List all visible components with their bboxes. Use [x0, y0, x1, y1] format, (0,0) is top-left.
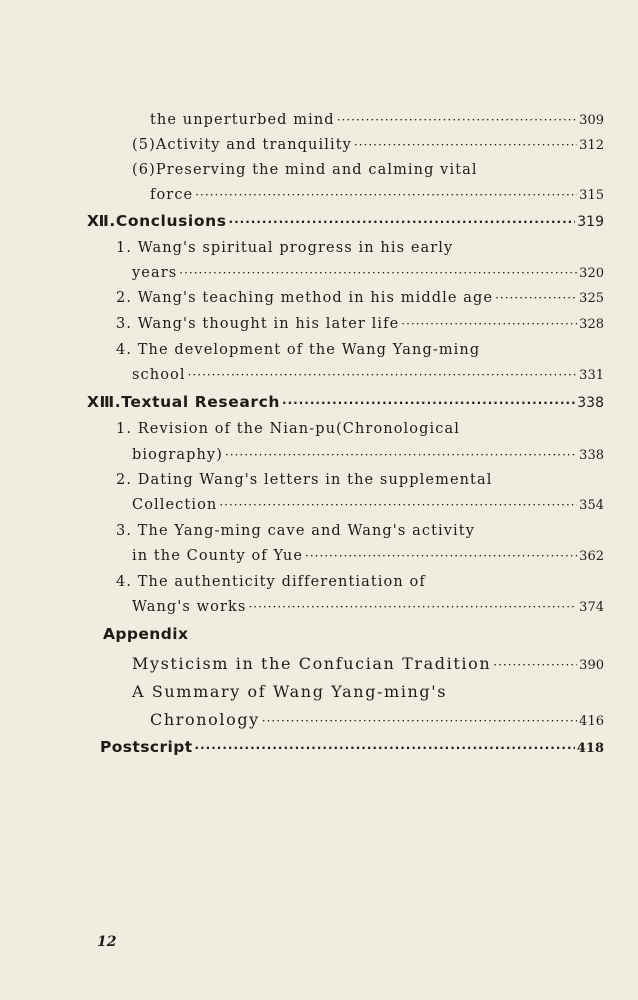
toc-entry-label: school	[132, 367, 186, 383]
toc-entry-label: 1. Wang's spiritual progress in his early	[116, 240, 454, 256]
dot-leader	[282, 396, 575, 410]
toc-entry	[132, 548, 604, 564]
toc-page-number: 354	[579, 498, 604, 513]
toc-page-number: 320	[579, 266, 604, 281]
toc-entry-label: Wang's works	[132, 599, 247, 615]
dot-leader	[305, 549, 577, 563]
toc-entry-label: ⅩⅢ.Textual Research	[87, 393, 281, 411]
toc-entry	[132, 447, 604, 463]
toc-entry-label: 4. The authenticity differentiation of	[116, 574, 426, 590]
toc-entry	[116, 316, 604, 332]
toc-entry-label: A Summary of Wang Yang-ming's	[132, 682, 448, 701]
toc-entry-label: in the County of Yue	[132, 548, 304, 564]
toc-page-number: 418	[576, 741, 604, 756]
toc-entry	[116, 472, 604, 488]
toc-entry	[132, 137, 604, 153]
toc-entry	[132, 654, 604, 673]
dot-leader	[195, 188, 577, 202]
toc-entry	[116, 342, 604, 358]
page-folio-number: 12	[97, 934, 117, 950]
toc-entry-label: 3. The Yang-ming cave and Wang's activity	[116, 523, 476, 539]
toc-page-number: 325	[579, 291, 604, 306]
toc-page-number: 328	[579, 317, 604, 332]
toc-entry-label: 2. Wang's teaching method in his middle age	[116, 290, 494, 306]
toc-entry-label: Chronology	[150, 710, 260, 729]
toc-entry	[116, 574, 604, 590]
toc-entry	[132, 599, 604, 615]
toc-entry	[150, 112, 604, 128]
dot-leader	[262, 714, 577, 728]
toc-entry-label: force	[150, 187, 194, 203]
toc-page-number: 390	[579, 658, 604, 673]
toc-entry-label: 4. The development of the Wang Yang-ming	[116, 342, 481, 358]
toc-section-heading	[87, 212, 604, 230]
toc-entry	[116, 421, 604, 437]
toc-entry	[150, 187, 604, 203]
toc-page-number: 416	[579, 714, 604, 729]
toc-entry-label: 3. Wang's thought in his later life	[116, 316, 400, 332]
dot-leader	[354, 138, 577, 152]
toc-entry-label: the unperturbed mind	[150, 112, 335, 128]
toc-page-number: 315	[579, 188, 604, 203]
toc-page-number: 362	[579, 549, 604, 564]
toc-entry	[116, 523, 604, 539]
toc-entry-label: Mysticism in the Confucian Tradition	[132, 654, 492, 673]
toc-entry-label: years	[132, 265, 178, 281]
toc-entry	[132, 367, 604, 383]
toc-entry	[116, 240, 604, 256]
dot-leader	[401, 317, 577, 331]
toc-entry-label: Collection	[132, 497, 218, 513]
dot-leader	[225, 448, 577, 462]
toc-entry	[132, 265, 604, 281]
toc-page-number: 312	[579, 138, 604, 153]
toc-page-number: 319	[577, 214, 604, 230]
toc-entry	[132, 682, 604, 701]
toc-appendix-heading	[103, 625, 604, 643]
toc-entry	[150, 710, 604, 729]
toc-entry	[132, 497, 604, 513]
toc-entry-label: 2. Dating Wang's letters in the supplemental	[116, 472, 493, 488]
toc-entry	[116, 290, 604, 306]
toc-entry-label: biography)	[132, 447, 223, 463]
dot-leader	[188, 368, 578, 382]
dot-leader	[248, 600, 577, 614]
dot-leader	[195, 741, 575, 755]
toc-entry-label: (5)Activity and tranquility	[132, 137, 352, 153]
dot-leader	[219, 498, 577, 512]
toc-entry-label: Appendix	[103, 625, 189, 643]
toc-entry-label: Postscript	[100, 738, 193, 756]
toc-page-number: 331	[579, 368, 604, 383]
dot-leader	[493, 658, 577, 672]
toc-entry-label: (6)Preserving the mind and calming vital	[132, 162, 478, 178]
toc-entry-label: 1. Revision of the Nian-pu(Chronological	[116, 421, 460, 437]
toc-entry-label: Ⅻ.Conclusions	[87, 212, 227, 230]
dot-leader	[179, 266, 577, 280]
toc-page-number: 309	[579, 113, 604, 128]
dot-leader	[229, 215, 576, 229]
toc-page-number: 374	[579, 600, 604, 615]
dot-leader	[495, 291, 577, 305]
toc-page-number: 338	[579, 448, 604, 463]
toc-page-number: 338	[577, 395, 604, 411]
toc-section-heading	[87, 393, 604, 411]
toc-entry	[132, 162, 604, 178]
toc-postscript-heading	[100, 738, 604, 756]
dot-leader	[337, 113, 577, 127]
